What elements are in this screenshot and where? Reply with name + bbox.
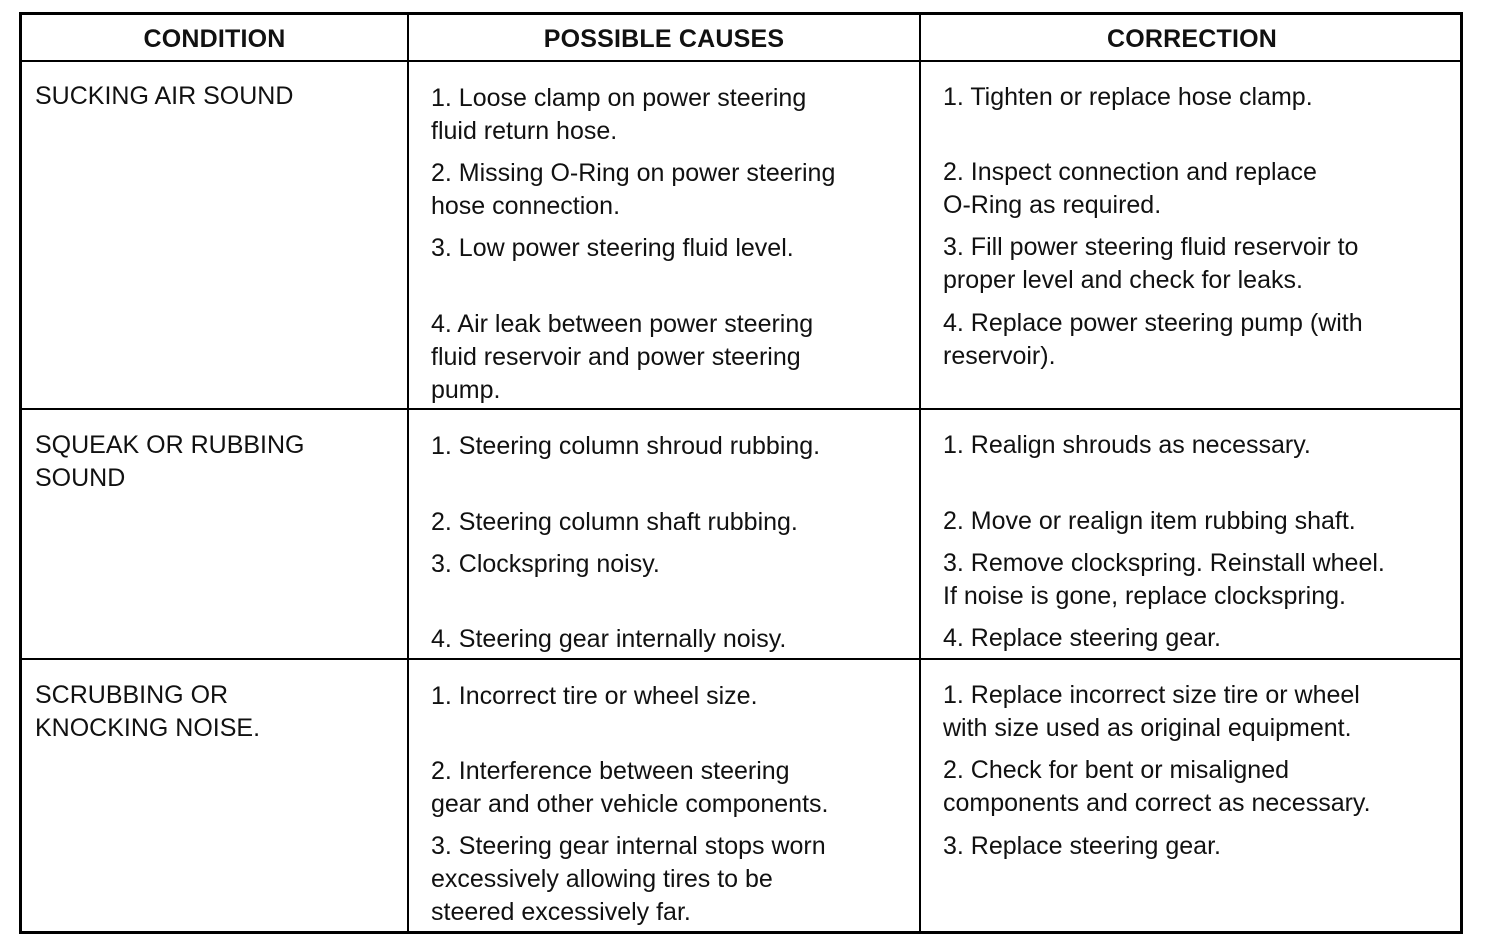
correction-cell: 1. Realign shrouds as necessary. [943, 431, 1311, 459]
cause-cell: 4. Air leak between power steering fluid reservoir and power steering pump. [431, 310, 814, 404]
diagnosis-table [19, 12, 1463, 934]
row-divider-1 [22, 408, 1460, 410]
correction-cell: 2. Move or realign item rubbing shaft. [943, 507, 1356, 535]
cause-cell: 3. Steering gear internal stops worn excessively allowing tires to be steered excessively far. [431, 832, 826, 926]
condition-cell: SQUEAK OR RUBBING SOUND [35, 431, 305, 492]
cause-cell: 2. Missing O-Ring on power steering hose connection. [431, 159, 836, 220]
cause-cell: 2. Steering column shaft rubbing. [431, 508, 798, 536]
correction-cell: 3. Remove clockspring. Reinstall wheel. If noise is gone, replace clockspring. [943, 549, 1385, 610]
cause-cell: 2. Interference between steering gear and other vehicle components. [431, 757, 829, 818]
correction-cell: 1. Tighten or replace hose clamp. [943, 83, 1313, 111]
cause-cell: 1. Incorrect tire or wheel size. [431, 682, 758, 710]
correction-cell: 2. Check for bent or misaligned components and correct as necessary. [943, 756, 1371, 817]
row-divider-2 [22, 658, 1460, 660]
correction-cell: 1. Replace incorrect size tire or wheel with size used as original equipment. [943, 681, 1360, 742]
cause-cell: 1. Loose clamp on power steering fluid return hose. [431, 84, 807, 145]
column-divider-1 [407, 15, 409, 931]
condition-cell: SUCKING AIR SOUND [35, 82, 294, 110]
header-correction: CORRECTION [1106, 25, 1278, 53]
cause-cell: 3. Clockspring noisy. [431, 550, 660, 578]
header-possible-causes: POSSIBLE CAUSES [543, 25, 785, 53]
correction-cell: 2. Inspect connection and replace O-Ring as required. [943, 158, 1317, 219]
cause-cell: 3. Low power steering fluid level. [431, 234, 794, 262]
correction-cell: 4. Replace steering gear. [943, 624, 1221, 652]
correction-cell: 4. Replace power steering pump (with reservoir). [943, 309, 1363, 370]
column-divider-2 [919, 15, 921, 931]
header-condition: CONDITION [143, 25, 286, 53]
cause-cell: 4. Steering gear internally noisy. [431, 625, 787, 653]
correction-cell: 3. Fill power steering fluid reservoir to proper level and check for leaks. [943, 233, 1359, 294]
cause-cell: 1. Steering column shroud rubbing. [431, 432, 821, 460]
condition-cell: SCRUBBING OR KNOCKING NOISE. [35, 681, 261, 742]
correction-cell: 3. Replace steering gear. [943, 832, 1221, 860]
